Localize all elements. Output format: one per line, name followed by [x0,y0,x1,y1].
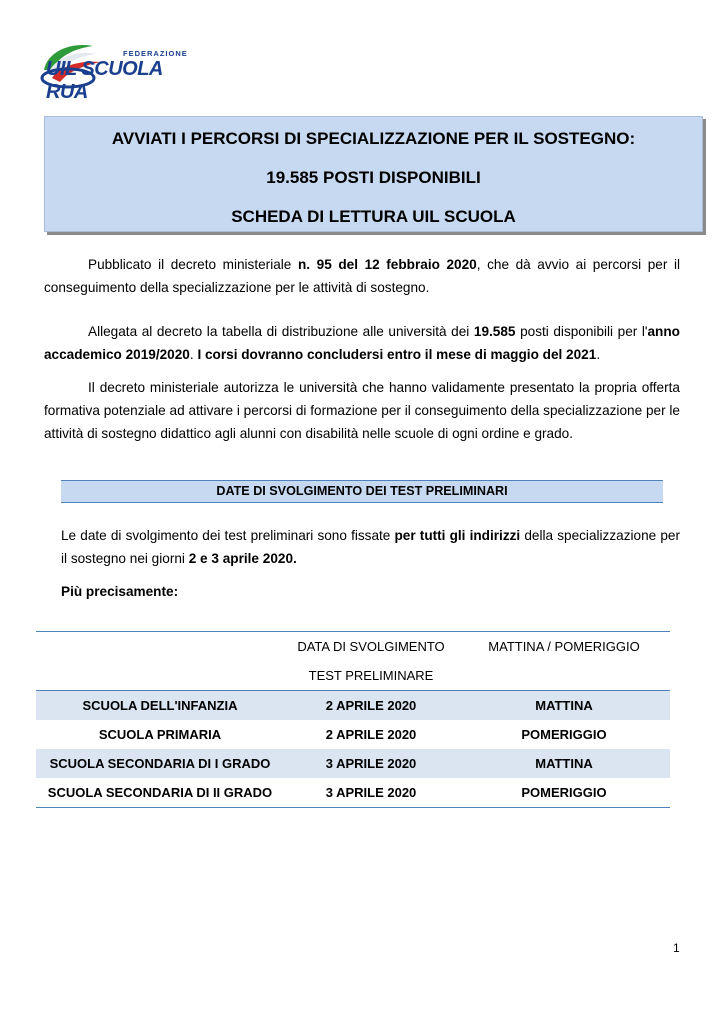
table-header-row [36,632,670,661]
title-line-1: AVVIATI I PERCORSI DI SPECIALIZZAZIONE PER IL SOSTEGNO: [111,129,636,148]
time-cell: MATTINA [458,749,670,778]
p3-text-1: Il decreto ministeriale autorizza le università che hanno validamente presentato la propria offerta formativa potenziale ad attivare i percorsi di formazione per il conseguimento della specializzazione per le attività di sostegno didattico agli alunni con disabilità nelle scuole di ogni ordine e grado. [44,380,680,441]
p1-text-1: Pubblicato il decreto ministeriale [88,257,298,272]
p2-text-1: Allegata al decreto la tabella di distribuzione alle università dei [88,324,474,339]
paragraph-test-dates [61,524,680,570]
school-cell: SCUOLA DELL'INFANZIA [36,691,284,721]
table-row [36,720,670,749]
p2-bold-3: I corsi dovranno concludersi entro il mese di maggio del 2021 [197,347,597,362]
school-cell: SCUOLA SECONDARIA DI II GRADO [36,778,284,808]
time-cell: POMERIGGIO [458,778,670,808]
date-cell: 2 APRILE 2020 [325,727,417,742]
table-header-row-2 [36,660,670,691]
header-time-of-day: MATTINA / POMERIGGIO [458,632,670,661]
p2-text-4: . [596,347,601,362]
time-cell: POMERIGGIO [521,727,607,742]
time-cell: MATTINA [458,691,670,721]
test-schedule-table [36,631,670,808]
date-cell: 3 APRILE 2020 [284,778,458,808]
paragraph-decree [44,253,680,299]
school-cell: SCUOLA PRIMARIA [98,727,222,742]
header-date-line-1: DATA DI SVOLGIMENTO [284,632,458,661]
date-cell: 3 APRILE 2020 [284,749,458,778]
table-row [36,778,670,808]
title-box [44,116,703,232]
p4-text-1: Le date di svolgimento dei test preliminari sono fissate [61,528,395,543]
p4-bold-1: per tutti gli indirizzi [394,528,521,543]
title-line-2: 19.585 POSTI DISPONIBILI [266,168,481,187]
logo-main-text: UIL SCUOLA RUA [46,58,163,103]
uil-scuola-rua-logo [38,40,208,103]
date-cell: 2 APRILE 2020 [284,691,458,721]
p4-bold-2: 2 e 3 aprile 2020. [188,551,297,566]
p1-bold-1: n. 95 del 12 febbraio 2020 [297,257,477,272]
p2-bold-1: 19.585 [473,324,516,339]
section-title-test-dates: DATE DI SVOLGIMENTO DEI TEST PRELIMINARI [61,480,663,503]
paragraph-authorization [44,376,680,445]
paragraph-allocation [44,320,680,366]
logo-federazione-text: FEDERAZIONE [123,49,188,58]
p4-text-2: della specializzazione per il sostegno nei giorni [61,528,680,566]
p1-text-2: , che dà avvio ai percorsi per il conseguimento della specializzazione per le attività di sostegno. [44,257,681,295]
table-row [36,691,670,721]
page-number: 1 [673,941,680,955]
title-line-3: SCHEDA DI LETTURA UIL SCUOLA [231,207,516,226]
table-row [36,749,670,778]
p2-text-2: posti disponibili per l' [515,324,648,339]
p2-bold-2: anno accademico 2019/2020 [44,324,680,362]
header-empty-cell [36,632,284,661]
p2-text-3: . [189,347,198,362]
school-cell: SCUOLA SECONDARIA DI I GRADO [36,749,284,778]
more-precisely-label: Più precisamente: [61,584,179,599]
header-date-line-2: TEST PRELIMINARE [284,660,458,691]
